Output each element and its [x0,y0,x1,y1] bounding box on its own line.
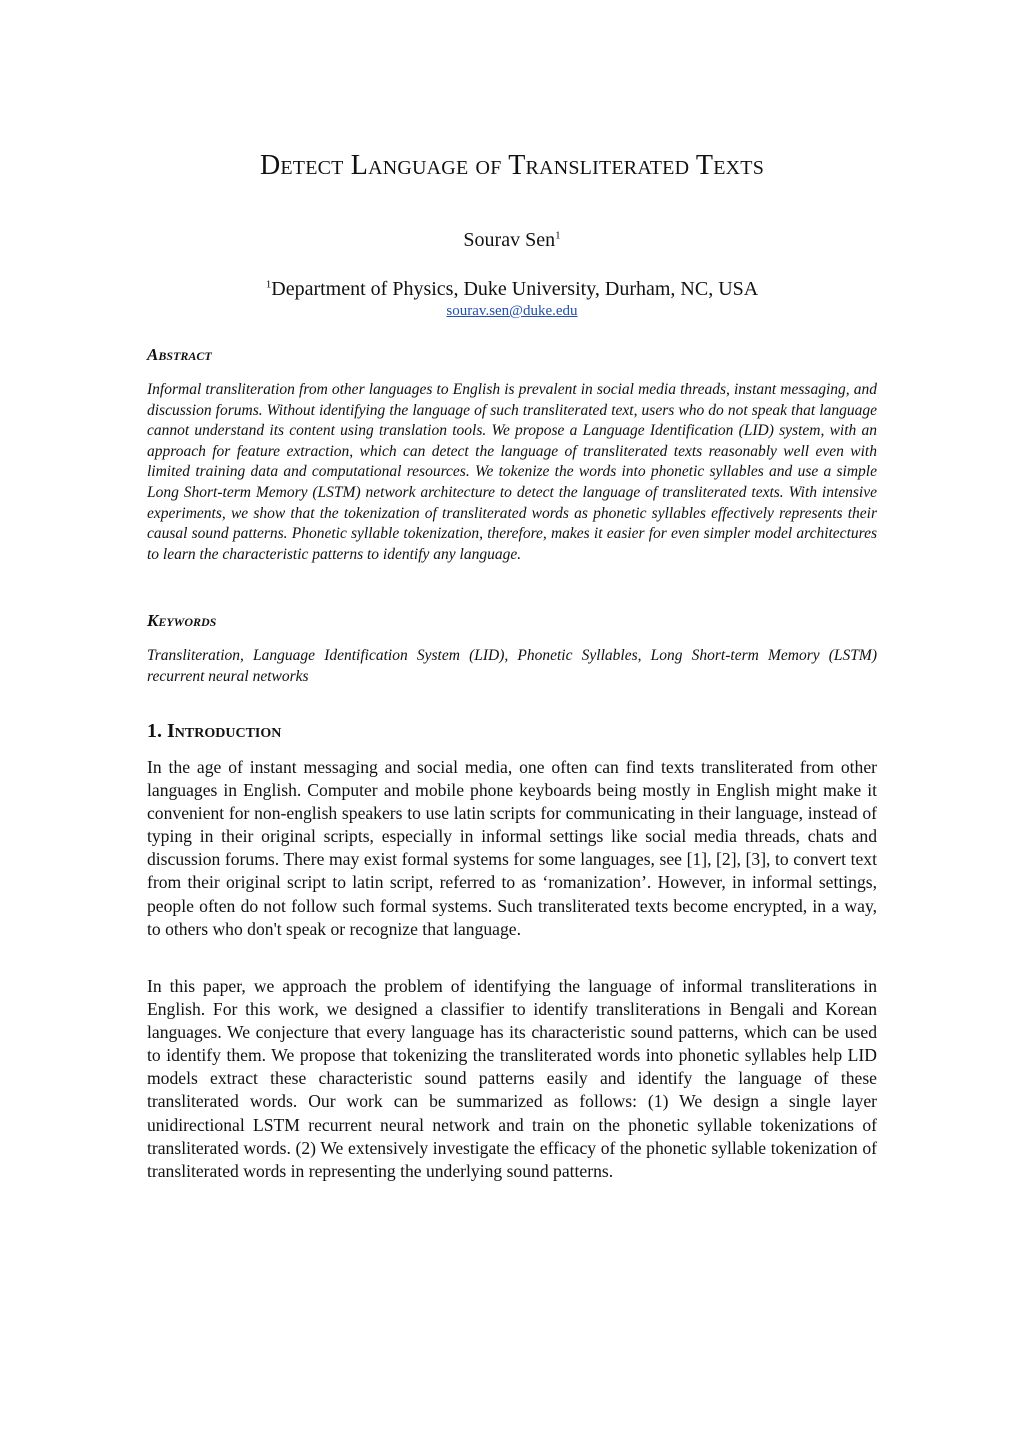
author-line [147,229,877,252]
affiliation-marker: 1 [265,278,272,291]
keywords-heading: Keywords [147,611,217,630]
introduction-heading: 1. Introduction [147,720,282,742]
affiliation-text: Department of Physics, Duke University, Durham, NC, USA [271,278,759,300]
author-affil-marker: 1 [555,229,561,242]
paper-title: Detect Language of Transliterated Texts [259,150,765,181]
affiliation-line [147,278,877,301]
keywords-text: Transliteration, Language Identification System (LID), Phonetic Syllables, Long Short-term Memory (LSTM) recurrent neural networks [147,647,877,685]
intro-paragraph-1: In the age of instant messaging and social media, one often can find texts transliterated from other languages in English. Computer and mobile phone keyboards being mostly in English might make it convenient for non-english speakers to use latin scripts for communicating in their language, instead of typing in their original scripts, especially in informal settings like social media threads, chats and discussion forums. There may exist formal systems for some languages, see [1], [2], [3], to convert text from their original script to latin script, referred to as ‘romanization’. However, in informal settings, people often do not follow such formal systems. Such transliterated texts become encrypted, in a way, to others who don't speak or recognize that language. [147,757,877,939]
email-line [147,303,877,320]
email-link[interactable]: sourav.sen@duke.edu [446,303,578,319]
abstract-text: Informal transliteration from other languages to English is prevalent in social media threads, instant messaging, and discussion forums. Without identifying the language of such transliterated text, users who do not speak that language cannot understand its content using translation tools. We propose a Language Identification (LID) system, with an approach for feature extraction, which can detect the language of transliterated texts reasonably well even with limited training data and computational resources. We tokenize the words into phonetic syllables and use a simple Long Short-term Memory (LSTM) network architecture to detect the language of transliterated texts. With intensive experiments, we show that the tokenization of transliterated words as phonetic syllables effectively represents their causal sound patterns. Phonetic syllable tokenization, therefore, makes it easier for even simpler model architectures to learn the characteristic patterns to identify any language. [147,381,877,563]
author-name: Sourav Sen [463,229,556,251]
intro-paragraph-2: In this paper, we approach the problem of identifying the language of informal transliterations in English. For this work, we designed a classifier to identify transliterations in Bengali and Korean languages. We conjecture that every language has its characteristic sound patterns, which can be used to identify them. We propose that tokenizing the transliterated words into phonetic syllables help LID models extract these characteristic sound patterns easily and identify the language of these transliterated words. Our work can be summarized as follows: (1) We design a single layer unidirectional LSTM recurrent neural network and train on the phonetic syllable tokenizations of transliterated words. (2) We extensively investigate the efficacy of the phonetic syllable tokenization of transliterated words in representing the underlying sound patterns. [147,976,877,1181]
abstract-heading: Abstract [147,345,212,364]
